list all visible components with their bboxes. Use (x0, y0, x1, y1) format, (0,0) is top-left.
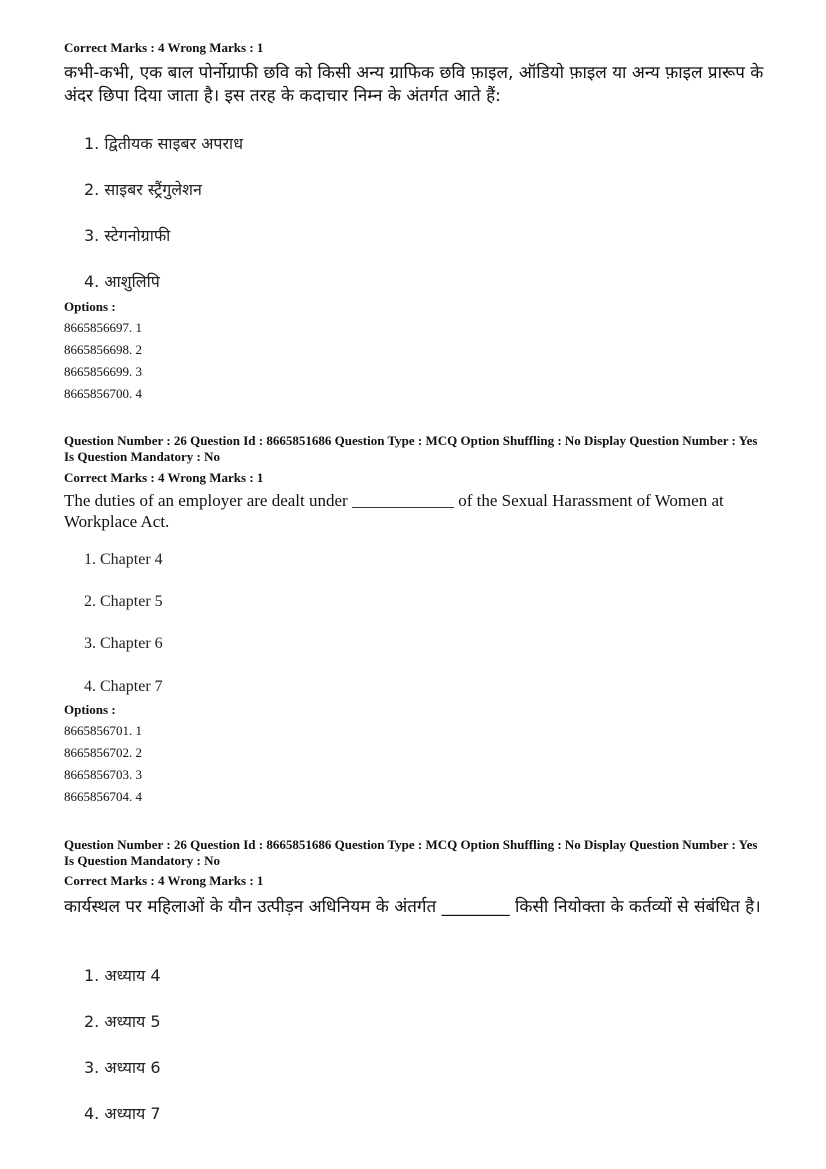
choice-item: 4. अध्याय 7 (84, 1104, 161, 1123)
option-id-row: 8665856704. 4 (64, 789, 142, 804)
question-text: कार्यस्थल पर महिलाओं के यौन उत्पीड़न अधिनियम के अंतर्गत ________ किसी नियोक्ता के कर्तव्यों से संबंधित है। (64, 897, 761, 917)
choice-item: 1. अध्याय 4 (84, 966, 161, 985)
question-text: कभी-कभी, एक बाल पोर्नोग्राफी छवि को किसी अन्य ग्राफिक छवि फ़ाइल, ऑडियो फ़ाइल या अन्य फ़ाइल प्रारूप के अंदर छिपा दिया जाता है। इस तरह के कदाचार निम्न के अंतर्गत आते हैं: (64, 63, 764, 106)
choice-item: 4. Chapter 7 (84, 678, 163, 695)
choice-item: 3. स्टेगनोग्राफी (84, 226, 171, 245)
choice-item: 1. Chapter 4 (84, 551, 163, 568)
marks-line: Correct Marks : 4 Wrong Marks : 1 (64, 40, 264, 55)
option-id-row: 8665856702. 2 (64, 745, 142, 760)
choice-item: 3. Chapter 6 (84, 635, 163, 652)
choice-item: 2. साइबर स्ट्रैंगुलेशन (84, 180, 202, 199)
question-header: Question Number : 26 Question Id : 8665851686 Question Type : MCQ Option Shuffling : No Display Question Number : Yes Is Question Mandatory : No (64, 433, 758, 464)
options-label: Options : (64, 702, 116, 717)
option-id-row: 8665856698. 2 (64, 342, 142, 357)
options-label: Options : (64, 299, 116, 314)
option-id-row: 8665856701. 1 (64, 723, 142, 738)
choice-item: 2. अध्याय 5 (84, 1012, 161, 1031)
option-id-row: 8665856700. 4 (64, 386, 142, 401)
option-id-row: 8665856697. 1 (64, 320, 142, 335)
marks-line: Correct Marks : 4 Wrong Marks : 1 (64, 873, 264, 888)
question-text: The duties of an employer are dealt under ____________ of the Sexual Harassment of Women at Workplace Act. (64, 491, 724, 531)
marks-line: Correct Marks : 4 Wrong Marks : 1 (64, 470, 264, 485)
option-id-row: 8665856699. 3 (64, 364, 142, 379)
option-id-row: 8665856703. 3 (64, 767, 142, 782)
choice-item: 3. अध्याय 6 (84, 1058, 161, 1077)
choice-item: 1. द्वितीयक साइबर अपराध (84, 134, 244, 153)
choice-item: 4. आशुलिपि (84, 272, 160, 291)
question-header: Question Number : 26 Question Id : 8665851686 Question Type : MCQ Option Shuffling : No Display Question Number : Yes Is Question Mandatory : No (64, 837, 758, 868)
choice-item: 2. Chapter 5 (84, 593, 163, 610)
